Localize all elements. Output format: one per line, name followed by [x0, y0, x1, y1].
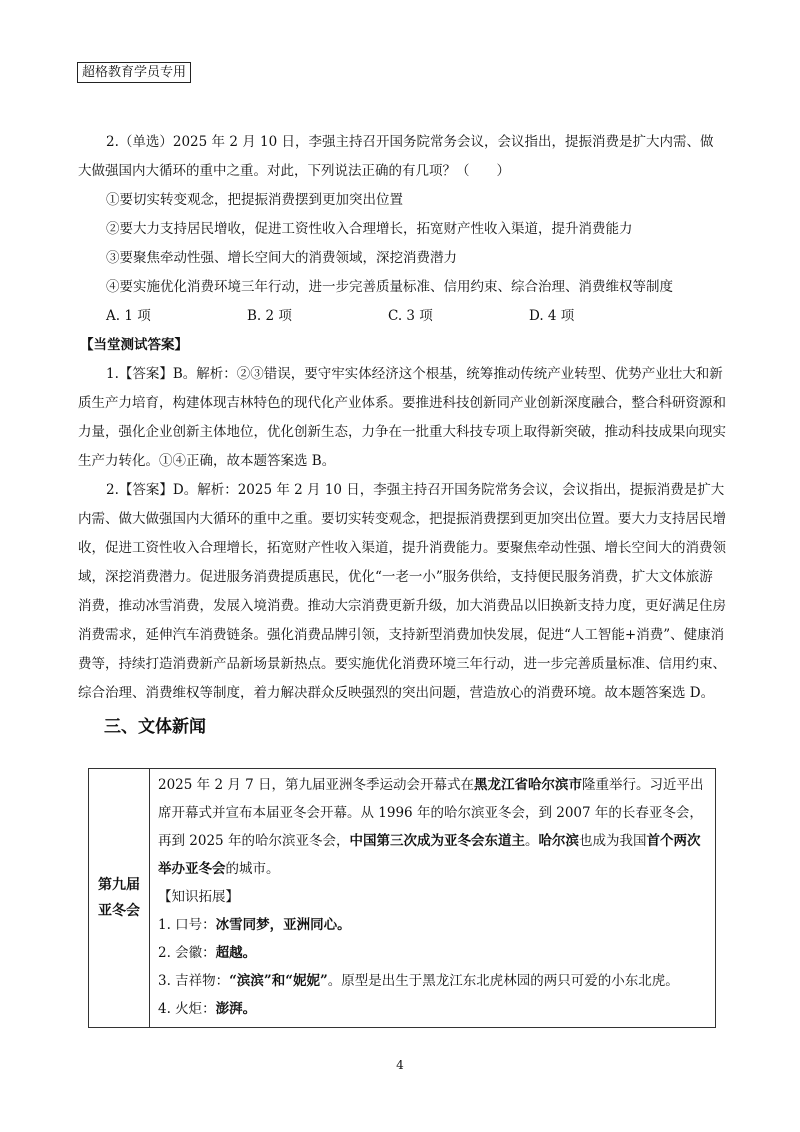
mascot-label: 3. 吉祥物：	[158, 973, 230, 989]
slogan-line	[158, 911, 707, 939]
emblem-label: 2. 会徽：	[158, 945, 216, 961]
question-item-4: ④要实施优化消费环境三年行动，进一步完善质量标准、信用约束、综合治理、消费维权等制度	[106, 279, 673, 295]
news-text: 的城市。	[225, 861, 280, 877]
mascot-description: 。原型是出生于黑龙江东北虎林园的两只可爱的小东北虎。	[327, 973, 679, 989]
news-bold: 中国第三次成为亚冬会东道主	[349, 833, 525, 849]
page-number: 4	[396, 1058, 404, 1072]
news-table	[88, 768, 716, 1028]
news-content-cell	[150, 769, 716, 1028]
knowledge-heading: 【知识拓展】	[158, 889, 239, 905]
news-text: 也成为我国	[578, 833, 647, 849]
torch-line	[158, 995, 707, 1023]
question-stem: 2.（单选）2025 年 2 月 10 日，李强主持召开国务院常务会议，会议指出，提振消费是扩大内需、做大做强国内大循环的重中之重。对此，下列说法正确的有几项？（ ）	[78, 134, 714, 179]
question-options	[78, 302, 726, 331]
answer-1: 1.【答案】B。解析：②③错误，要守牢实体经济这个根基，统筹推动传统产业转型、优势产业壮大和新质生产力培育，构建体现吉林特色的现代化产业体系。要推进科技创新同产业创新深度融合，整合科研资源和力量，强化企业创新主体地位，优化创新生态，力争在一批重大科技专项上取得新突破，推动科技成果向现实生产力转化。①④正确，故本题答案选 B。	[78, 366, 726, 469]
question-item-3: ③要聚焦牵动性强、增长空间大的消费领域，深挖消费潜力	[106, 250, 457, 266]
news-text: 隆重举行。习近平出席开幕式并宣布本届亚冬会开幕。从 1996 年的哈尔滨亚冬会，到 2007 年的长春亚冬会，再到 2025 年的哈尔滨亚冬会，	[158, 777, 704, 849]
option-d: D. 4 项	[529, 308, 575, 324]
news-bold: 首个两次举办亚冬会	[158, 833, 701, 877]
mascot-value: “滨滨”和“妮妮”	[229, 973, 328, 989]
torch-value: 澎湃。	[215, 1001, 257, 1017]
news-text: 。	[524, 833, 539, 849]
question-item-2: ②要大力支持居民增收，促进工资性收入合理增长，拓宽财产性收入渠道，提升消费能力	[106, 221, 633, 237]
document-body	[78, 128, 726, 742]
answers-heading: 【当堂测试答案】	[80, 337, 188, 353]
answer-2: 2.【答案】D。解析：2025 年 2 月 10 日，李强主持召开国务院常务会议，会议指出，提振消费是扩大内需、做大做强国内大循环的重中之重。要切实转变观念，把提振消费摆到更加突出位置。要大力支持居民增收，促进工资性收入合理增长，拓宽财产性收入渠道，提升消费能力。要聚焦牵动性强、增长空间大的消费领域，深挖消费潜力。促进服务消费提质惠民，优化“一老一小”服务供给，支持便民服务消费，扩大文体旅游消费，推动冰雪消费，发展入境消费。推动大宗消费更新升级，加大消费品以旧换新支持力度，更好满足住房消费需求，延伸汽车消费链条。强化消费品牌引领，支持新型消费加快发展，促进“人工智能+消费”、健康消费等，持续打造消费新产品新场景新热点。要实施优化消费环境三年行动，进一步完善质量标准、信用约束、综合治理、消费维权等制度，着力解决群众反映强烈的突出问题，营造放心的消费环境。故本题答案选 D。	[78, 482, 726, 701]
option-b: B. 2 项	[247, 308, 292, 324]
news-bold: 黑龙江省哈尔滨市	[474, 777, 582, 793]
section-title: 三、文体新闻	[104, 717, 206, 737]
news-label-line2: 亚冬会	[98, 903, 140, 919]
watermark-label: 超格教育学员专用	[77, 62, 191, 83]
mascot-line	[158, 967, 707, 995]
news-paragraph	[158, 771, 707, 883]
news-label-cell	[89, 769, 150, 1028]
option-a: A. 1 项	[106, 308, 151, 324]
news-label-line1: 第九届	[98, 877, 140, 893]
news-text: 2025 年 2 月 7 日，第九届亚洲冬季运动会开幕式在	[158, 777, 474, 793]
torch-label: 4. 火炬：	[158, 1001, 216, 1017]
option-c: C. 3 项	[388, 308, 433, 324]
slogan-value: 冰雪同梦，亚洲同心。	[215, 917, 351, 933]
question-item-1: ①要切实转变观念，把提振消费摆到更加突出位置	[106, 192, 403, 208]
emblem-line	[158, 939, 707, 967]
emblem-value: 超越。	[215, 945, 257, 961]
news-bold: 哈尔滨	[538, 833, 579, 849]
slogan-label: 1. 口号：	[158, 917, 216, 933]
